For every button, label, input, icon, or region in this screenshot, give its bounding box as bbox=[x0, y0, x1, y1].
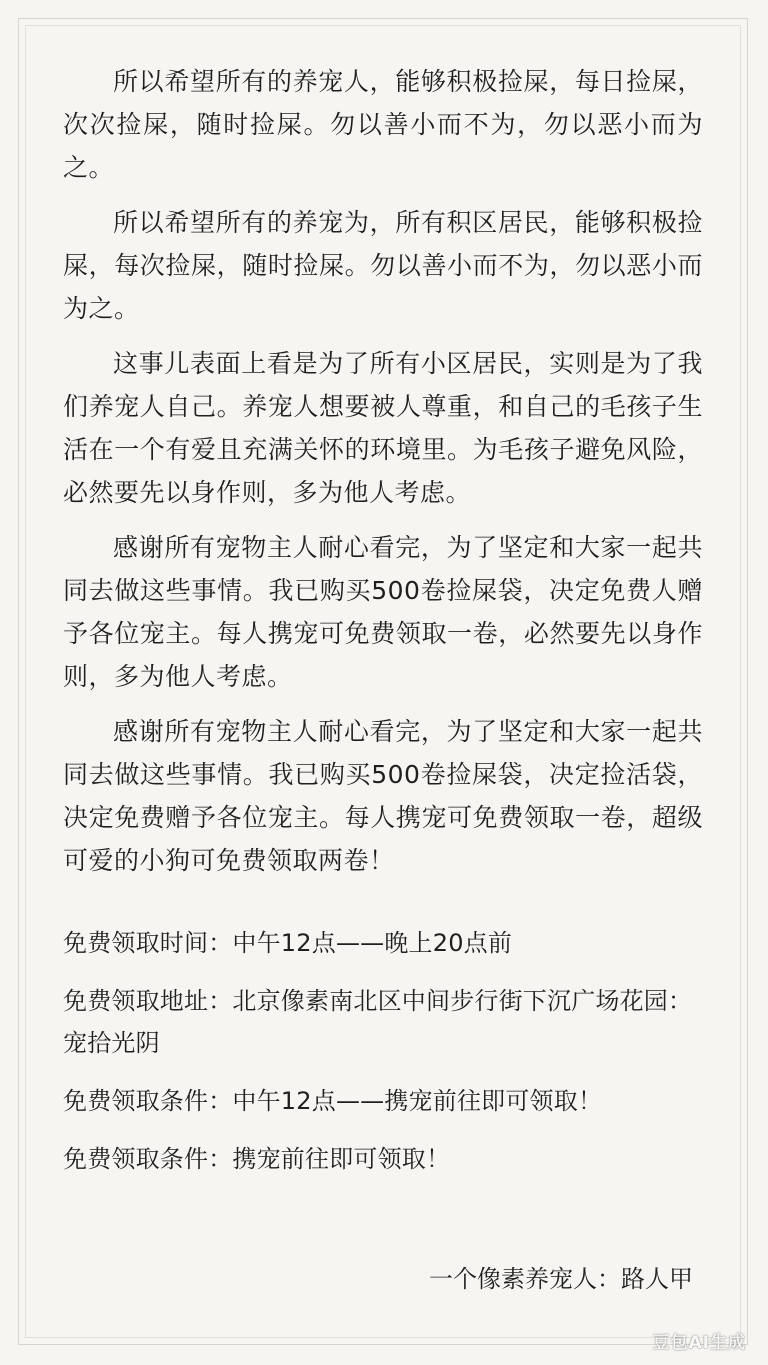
pickup-condition-1: 免费领取条件：中午12点——携宠前往即可领取！ bbox=[63, 1087, 603, 1115]
signature: 一个像素养宠人：路人甲 bbox=[429, 1265, 693, 1293]
pickup-time: 免费领取时间：中午12点——晚上20点前 bbox=[63, 929, 513, 957]
paragraph-1: 所以希望所有的养宠人，能够积极捡屎，每日捡屎，次次捡屎，随时捡屎。勿以善小而不为，勿以恶小而为之。 bbox=[63, 67, 703, 182]
paragraph-3: 这事儿表面上看是为了所有小区居民，实则是为了我们养宠人自己。养宠人想要被人尊重，和自己的毛孩子生活在一个有爱且充满关怀的环境里。为毛孩子避免风险，必然要先以身作则，多为他人考虑。 bbox=[63, 349, 703, 507]
pickup-condition-2: 免费领取条件：携宠前往即可领取！ bbox=[63, 1145, 451, 1173]
pickup-address: 免费领取地址：北京像素南北区中间步行街下沉广场花园：宠拾光阴 bbox=[63, 987, 693, 1057]
ai-watermark: 豆包AI生成 bbox=[652, 1333, 746, 1353]
paragraph-2: 所以希望所有的养宠为，所有积区居民，能够积极捡屎，每次捡屎，随时捡屎。勿以善小而不为，勿以恶小而为之。 bbox=[63, 208, 703, 323]
pickup-info bbox=[63, 922, 703, 1180]
paragraph-5: 感谢所有宠物主人耐心看完，为了坚定和大家一起共同去做这些事情。我已购买500卷捡屎袋，决定捡活袋，决定免费赠予各位宠主。每人携宠可免费领取一卷，超级可爱的小狗可免费领取两卷！ bbox=[63, 717, 703, 875]
paragraph-4: 感谢所有宠物主人耐心看完，为了坚定和大家一起共同去做这些事情。我已购买500卷捡屎袋，决定免费人赠予各位宠主。每人携宠可免费领取一卷，必然要先以身作则，多为他人考虑。 bbox=[63, 533, 703, 691]
notice-content bbox=[63, 60, 703, 1196]
